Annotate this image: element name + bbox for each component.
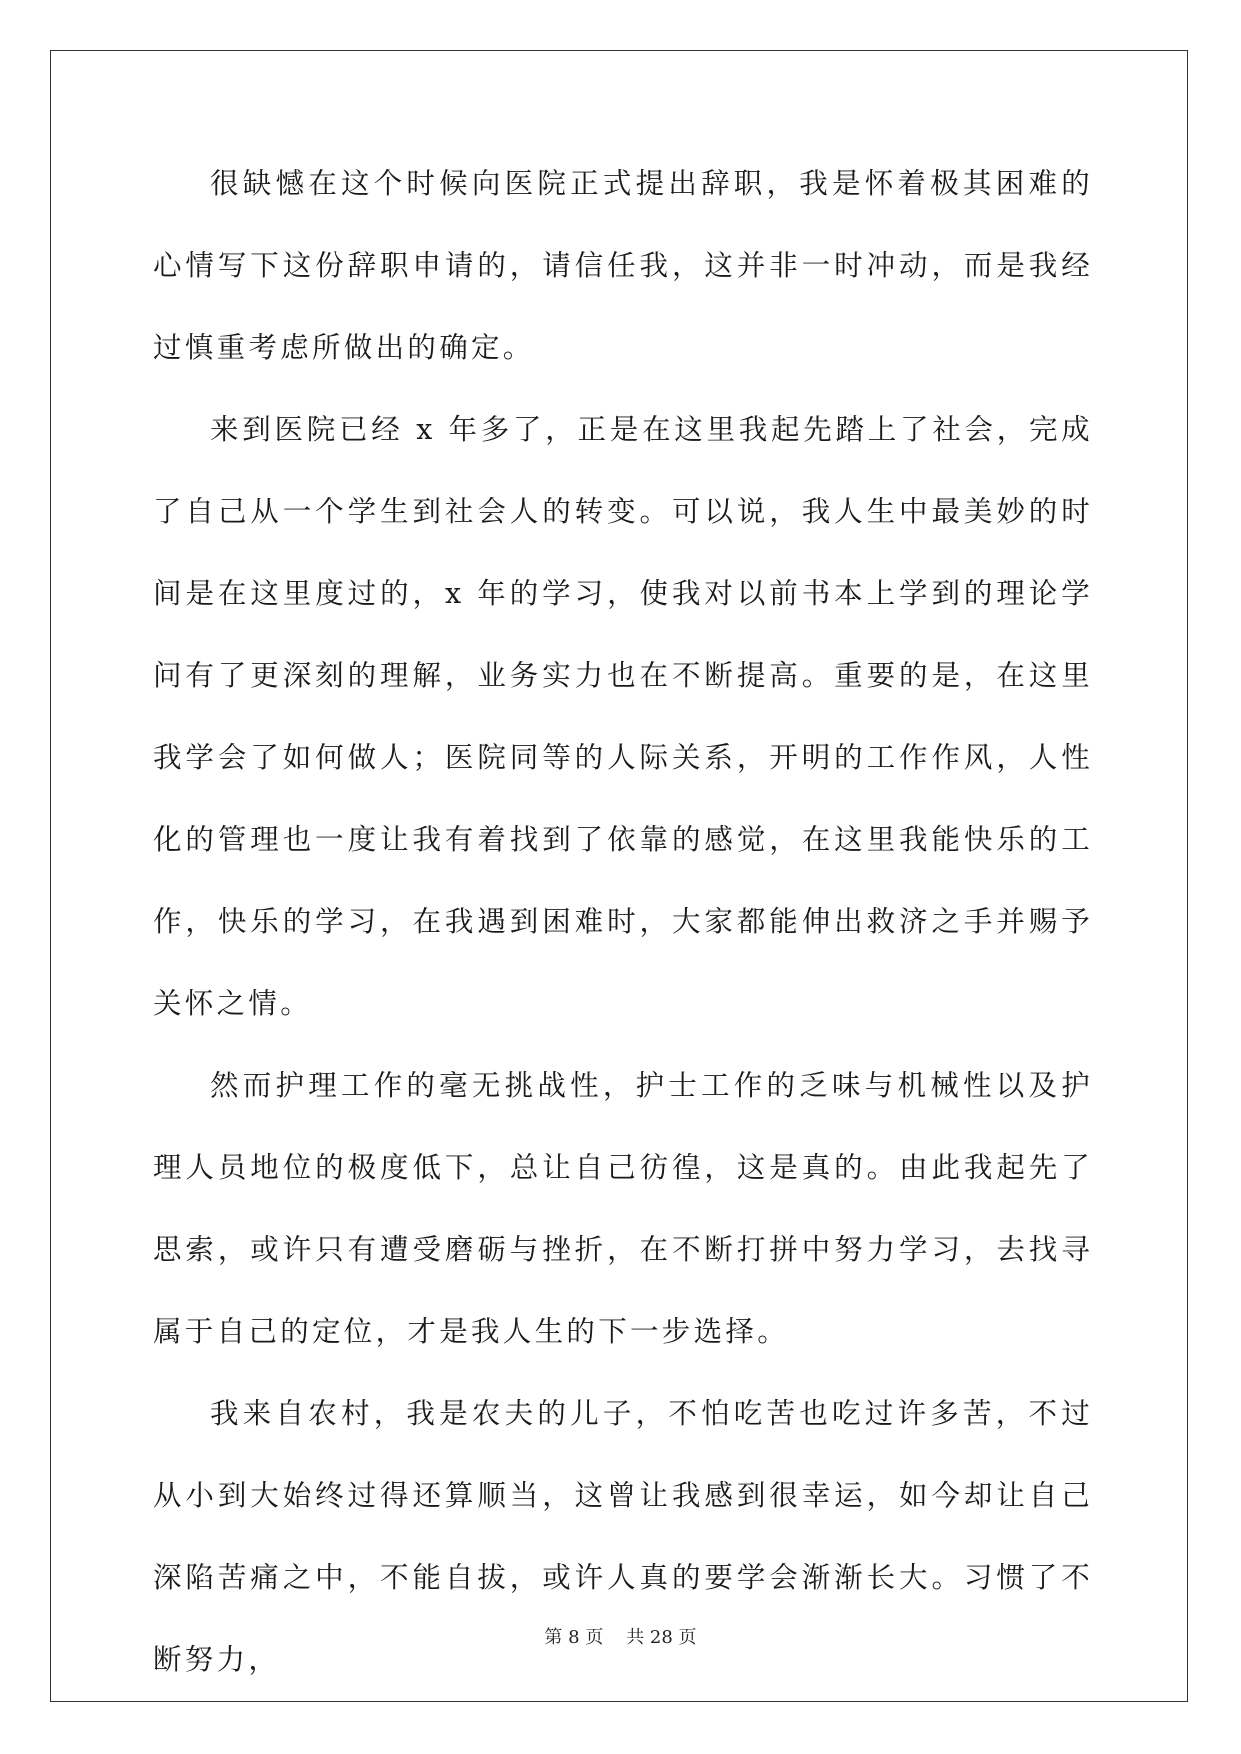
page-number: 第 8 页 共 28 页	[544, 1627, 697, 1648]
paragraph: 然而护理工作的毫无挑战性，护士工作的乏味与机械性以及护理人员地位的极度低下，总让自己彷徨，这是真的。由此我起先了思索，或许只有遭受磨砺与挫折，在不断打拼中努力学习，去找寻属于自己的定位，才是我人生的下一步选择。	[153, 1069, 1093, 1348]
document-body	[153, 165, 1093, 1723]
paragraph: 很缺憾在这个时候向医院正式提出辞职，我是怀着极其困难的心情写下这份辞职申请的，请信任我，这并非一时冲动，而是我经过慎重考虑所做出的确定。	[153, 167, 1093, 364]
paragraph: 来到医院已经 x 年多了，正是在这里我起先踏上了社会，完成了自己从一个学生到社会人的转变。可以说，我人生中最美妙的时间是在这里度过的，x 年的学习，使我对以前书本上学到的理论学问有了更深刻的理解，业务实力也在不断提高。重要的是，在这里我学会了如何做人；医院同等的人际关系，开明的工作作风，人性化的管理也一度让我有着找到了依靠的感觉，在这里我能快乐的工作，快乐的学习，在我遇到困难时，大家都能伸出救济之手并赐予关怀之情。	[153, 413, 1093, 1020]
page-footer	[0, 1623, 1241, 1649]
paragraph: 我来自农村，我是农夫的儿子，不怕吃苦也吃过许多苦，不过从小到大始终过得还算顺当，这曾让我感到很幸运，如今却让自己深陷苦痛之中，不能自拔，或许人真的要学会渐渐长大。习惯了不断努力，	[153, 1397, 1093, 1676]
